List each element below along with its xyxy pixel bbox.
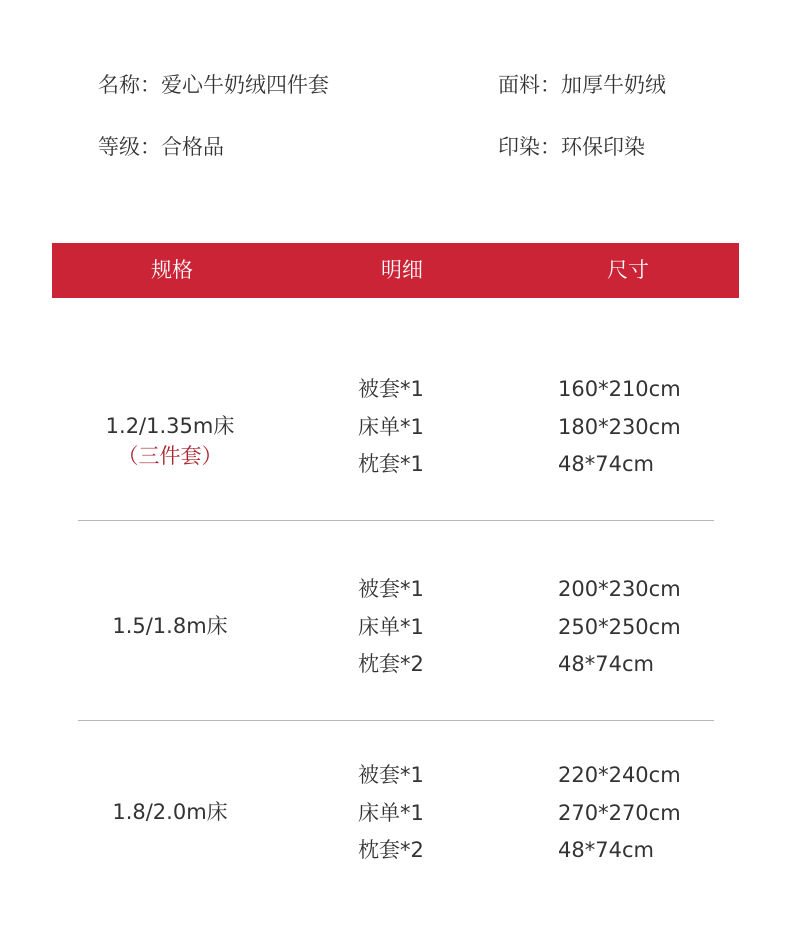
detail-list	[358, 371, 424, 484]
detail-item: 床单*1	[358, 414, 424, 439]
detail-list	[358, 571, 424, 684]
detail-item: 被套*1	[358, 377, 424, 401]
size-list	[558, 571, 681, 684]
row-divider	[78, 520, 714, 521]
spec-cell	[60, 611, 280, 641]
size-item: 220*240cm	[558, 763, 681, 787]
product-name-label: 名称：爱心牛奶绒四件套	[98, 73, 329, 97]
row-divider	[78, 720, 714, 721]
size-item: 48*74cm	[558, 652, 654, 676]
fabric-label: 面料：加厚牛奶绒	[498, 73, 666, 97]
grade-label: 等级：合格品	[98, 135, 224, 159]
size-item: 250*250cm	[558, 614, 681, 639]
size-item: 48*74cm	[558, 452, 654, 476]
size-item: 180*230cm	[558, 414, 681, 439]
size-item: 160*210cm	[558, 377, 681, 401]
spec-cell	[60, 797, 280, 827]
spec-text: 1.2/1.35m床	[105, 414, 235, 438]
detail-item: 枕套*1	[358, 452, 424, 476]
detail-item: 床单*1	[358, 614, 424, 639]
header-spec: 规格	[151, 258, 193, 282]
size-list	[558, 371, 681, 484]
spec-text: 1.5/1.8m床	[112, 614, 228, 638]
header-detail: 明细	[381, 258, 423, 282]
size-list	[558, 757, 681, 870]
spec-text: 1.8/2.0m床	[112, 800, 228, 824]
size-item: 200*230cm	[558, 577, 681, 601]
detail-item: 枕套*2	[358, 652, 424, 676]
spec-cell	[60, 411, 280, 471]
size-item: 48*74cm	[558, 838, 654, 862]
detail-item: 被套*1	[358, 577, 424, 601]
detail-item: 床单*1	[358, 800, 424, 825]
table-header	[52, 243, 739, 298]
detail-list	[358, 757, 424, 870]
detail-item: 枕套*2	[358, 838, 424, 862]
header-size: 尺寸	[607, 258, 649, 282]
detail-item: 被套*1	[358, 763, 424, 787]
size-item: 270*270cm	[558, 800, 681, 825]
spec-note: （三件套）	[117, 444, 223, 468]
dye-label: 印染：环保印染	[498, 135, 645, 159]
